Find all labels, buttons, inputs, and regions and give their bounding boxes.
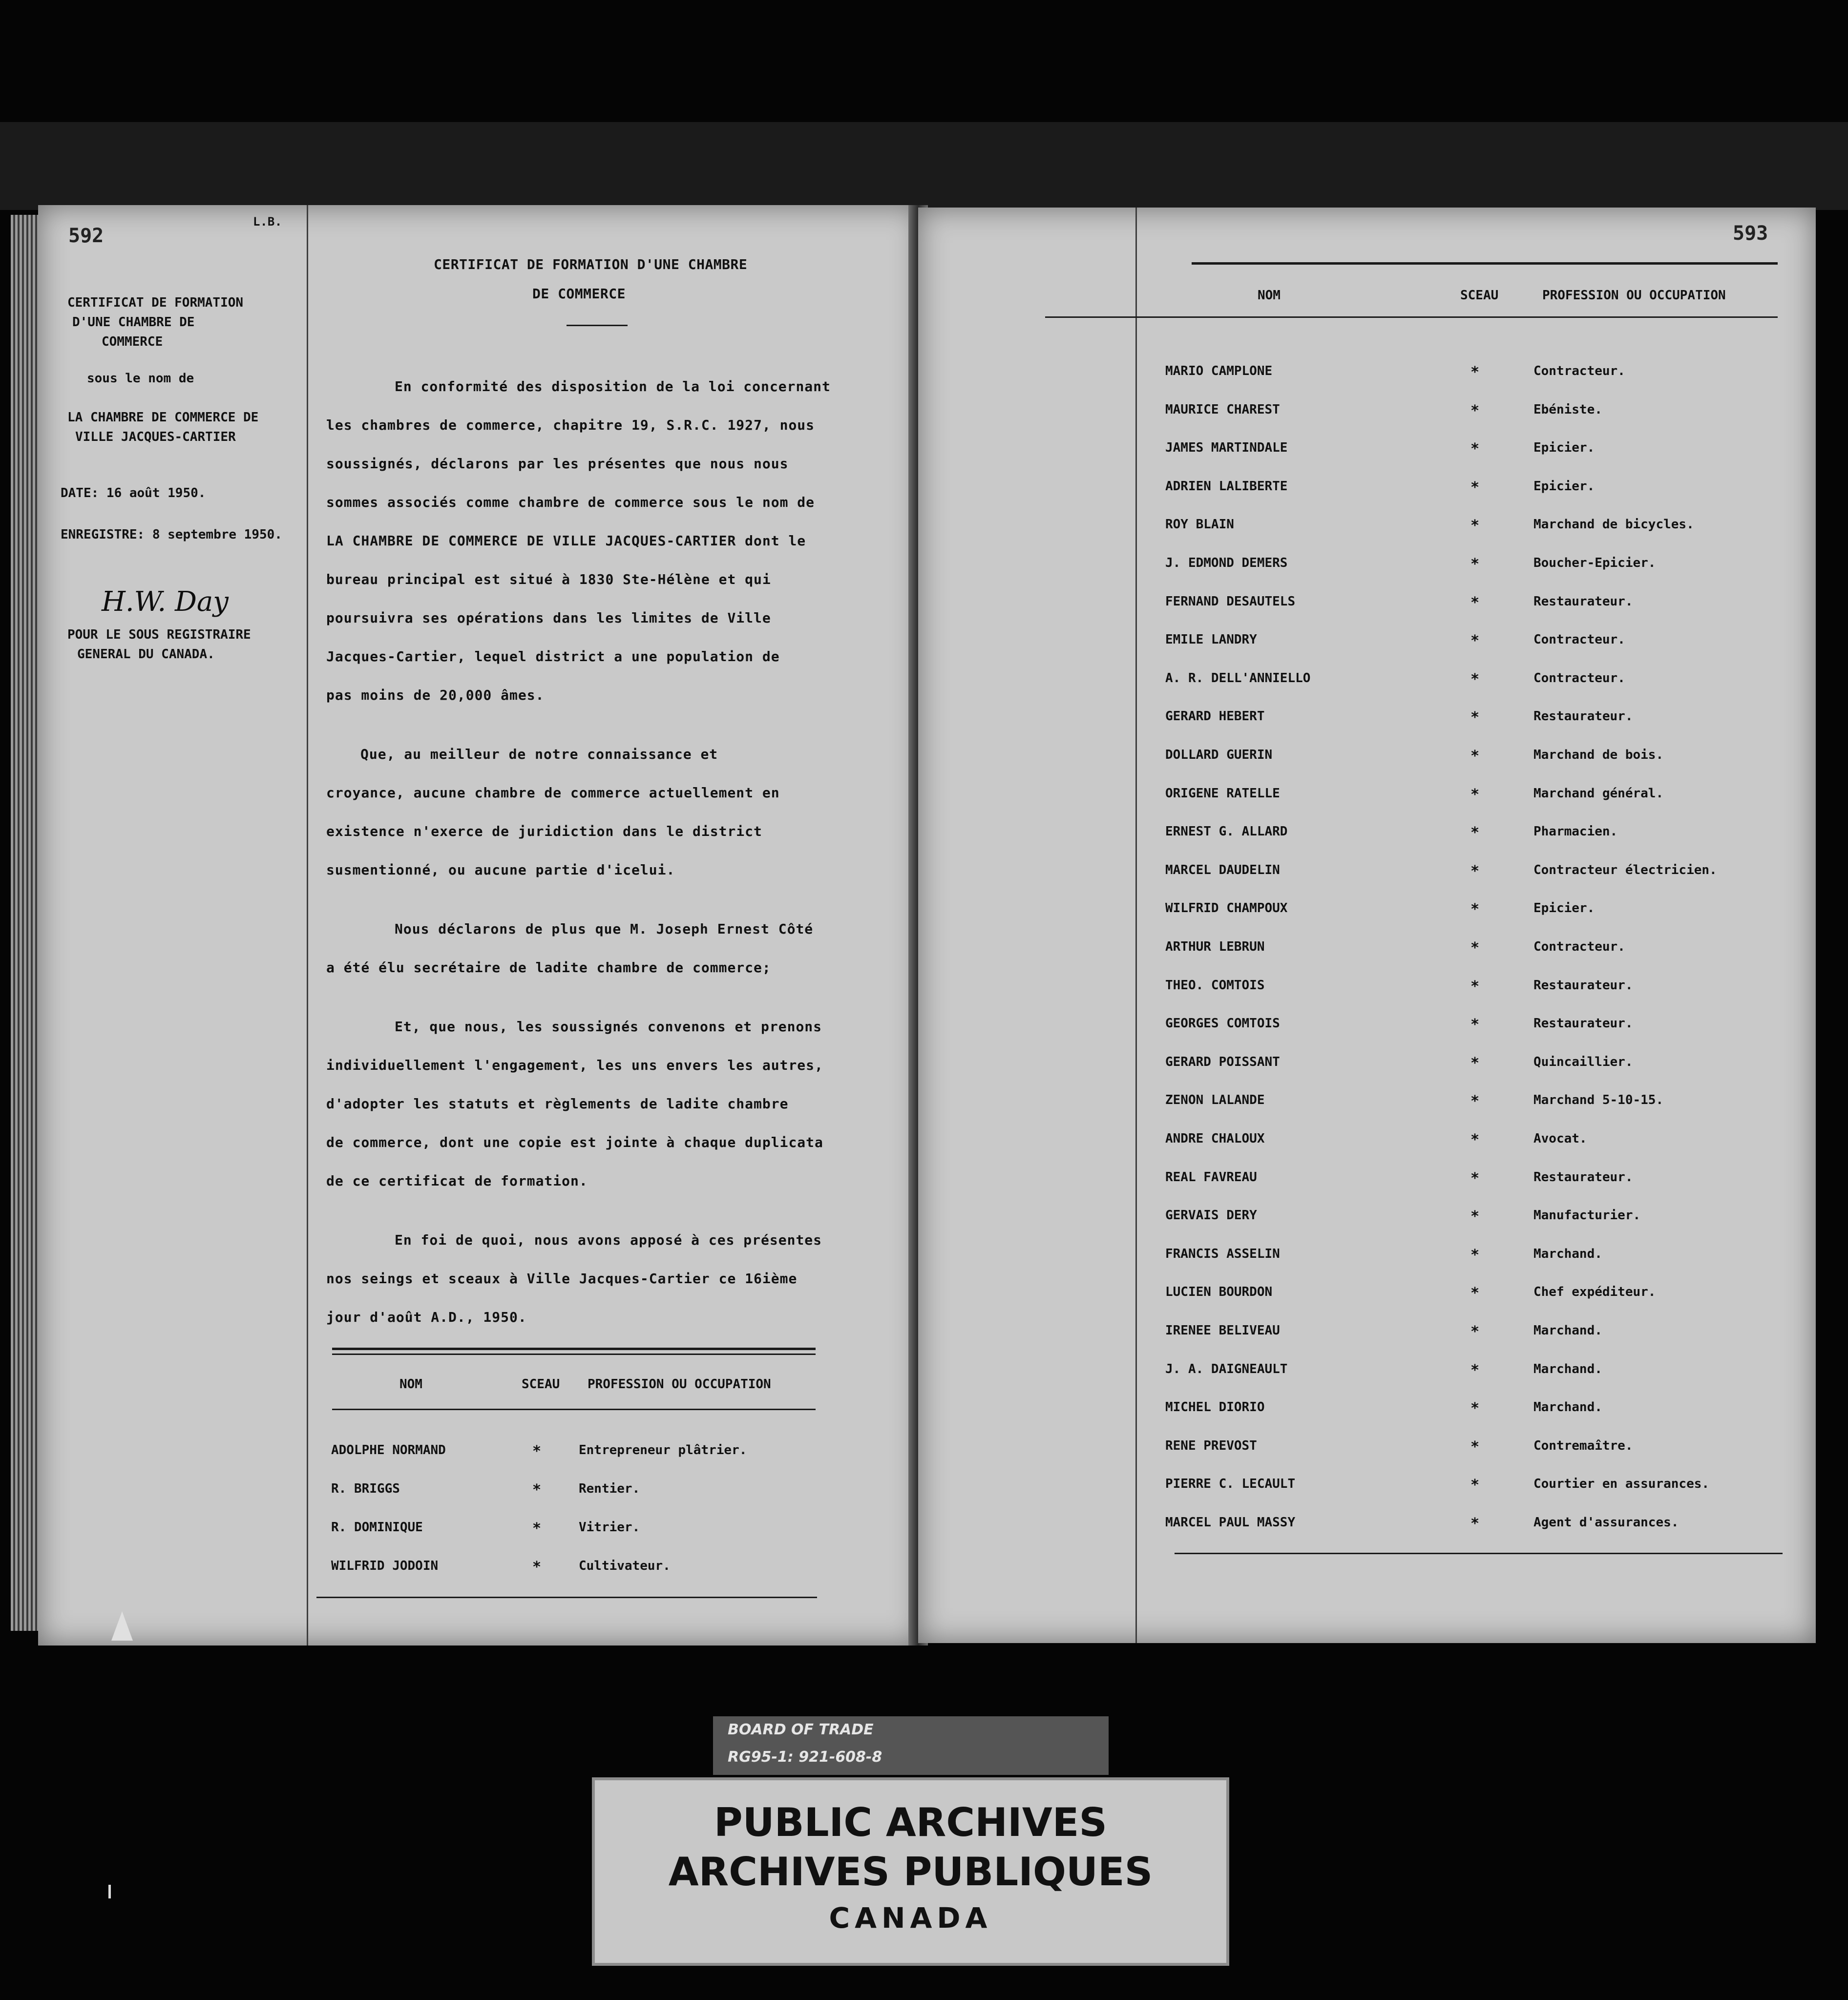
seal-mark: * xyxy=(532,1443,542,1460)
signatory-occupation: Ebéniste. xyxy=(1533,402,1602,417)
margin-title-line: COMMERCE xyxy=(102,334,163,349)
signatory-name: RENE PREVOST xyxy=(1165,1438,1257,1453)
right-page xyxy=(918,208,1816,1643)
signatory-name: GERARD HEBERT xyxy=(1165,709,1265,724)
table-row xyxy=(918,440,1816,470)
seal-mark: * xyxy=(532,1520,542,1537)
seal-mark: * xyxy=(1470,594,1480,611)
signatory-name: LUCIEN BOURDON xyxy=(1165,1285,1273,1300)
signatory-name: WILFRID JODOIN xyxy=(331,1559,439,1573)
certificate-body-line: les chambres de commerce, chapitre 19, S.R.C. 1927, nous xyxy=(326,417,815,433)
certificate-body-line: a été élu secrétaire de ladite chambre de commerce; xyxy=(326,959,771,976)
signatory-name: MARCEL PAUL MASSY xyxy=(1165,1515,1296,1530)
margin-title-line: CERTIFICAT DE FORMATION xyxy=(67,295,244,310)
table-row xyxy=(918,479,1816,508)
corner-mark: L.B. xyxy=(253,215,282,229)
table-row xyxy=(38,1443,921,1472)
table-row xyxy=(918,939,1816,969)
margin-enregistre: ENREGISTRE: 8 septembre 1950. xyxy=(61,527,282,542)
margin-pour xyxy=(67,625,321,664)
seal-mark: * xyxy=(1470,632,1480,650)
signatory-name: EMILE LANDRY xyxy=(1165,632,1257,647)
certificate-body-line: En foi de quoi, nous avons apposé à ces présentes xyxy=(395,1232,822,1248)
signatory-name: WILFRID CHAMPOUX xyxy=(1165,901,1288,916)
signatory-name: GERARD POISSANT xyxy=(1165,1054,1280,1069)
seal-mark: * xyxy=(1470,1477,1480,1494)
signatory-occupation: Marchand général. xyxy=(1533,786,1664,801)
seal-mark: * xyxy=(1470,1131,1480,1148)
signatory-name: MARCEL DAUDELIN xyxy=(1165,862,1280,877)
margin-chamber-name xyxy=(67,408,321,447)
signatory-occupation: Marchand de bois. xyxy=(1533,748,1664,762)
signatory-name: PIERRE C. LECAULT xyxy=(1165,1477,1296,1492)
edge-mark xyxy=(108,1885,111,1898)
table-row xyxy=(918,786,1816,815)
table-row xyxy=(918,1477,1816,1506)
col-head-seal: SCEAU xyxy=(1460,288,1499,303)
seal-mark: * xyxy=(1470,1285,1480,1302)
signatory-name: MARIO CAMPLONE xyxy=(1165,364,1273,378)
certificate-body-line: Jacques-Cartier, lequel district a une population de xyxy=(326,648,780,665)
col-head-seal: SCEAU xyxy=(522,1377,560,1392)
seal-mark: * xyxy=(1470,517,1480,535)
seal-mark: * xyxy=(1470,1016,1480,1034)
scan-background-band xyxy=(0,122,1848,210)
table-row xyxy=(918,1170,1816,1199)
signatory-occupation: Contracteur. xyxy=(1533,632,1625,647)
seal-mark: * xyxy=(1470,748,1480,765)
seal-mark: * xyxy=(532,1559,542,1576)
certificate-body-line: d'adopter les statuts et règlements de ladite chambre xyxy=(326,1096,789,1112)
seal-mark: * xyxy=(1470,709,1480,727)
table-row xyxy=(918,556,1816,585)
stamp-line-2: ARCHIVES PUBLIQUES xyxy=(668,1849,1153,1895)
table-row xyxy=(918,1515,1816,1544)
signatory-name: MICHEL DIORIO xyxy=(1165,1400,1265,1415)
seal-mark: * xyxy=(1470,1323,1480,1340)
signatory-occupation: Marchand. xyxy=(1533,1400,1602,1415)
table-header-rule xyxy=(1045,316,1778,318)
seal-mark: * xyxy=(1470,901,1480,918)
table-row xyxy=(918,1131,1816,1161)
signatory-name: R. BRIGGS xyxy=(331,1481,400,1496)
signatory-occupation: Avocat. xyxy=(1533,1131,1587,1146)
seal-mark: * xyxy=(1470,978,1480,995)
table-row xyxy=(38,1481,921,1511)
signatory-name: J. EDMOND DEMERS xyxy=(1165,556,1288,570)
seal-mark: * xyxy=(1470,1400,1480,1417)
signatory-occupation: Contracteur. xyxy=(1533,364,1625,378)
signatory-occupation: Rentier. xyxy=(579,1481,640,1496)
table-row xyxy=(918,1400,1816,1429)
right-page-number: 593 xyxy=(1733,222,1768,245)
certificate-body-line: de commerce, dont une copie est jointe à chaque duplicata xyxy=(326,1134,823,1150)
signatory-occupation: Restaurateur. xyxy=(1533,594,1633,609)
certificate-body-line: pas moins de 20,000 âmes. xyxy=(326,687,545,703)
left-page xyxy=(38,205,921,1646)
table-row xyxy=(918,1323,1816,1353)
table-row xyxy=(918,709,1816,738)
table-row xyxy=(918,632,1816,662)
page-notch xyxy=(111,1611,133,1641)
seal-mark: * xyxy=(1470,479,1480,496)
margin-title-line: D'UNE CHAMBRE DE xyxy=(72,315,195,330)
archives-stamp xyxy=(592,1777,1229,1966)
certificate-body-line: nos seings et sceaux à Ville Jacques-Cartier ce 16ième xyxy=(326,1271,798,1287)
seal-mark: * xyxy=(1470,1515,1480,1532)
signatory-name: JAMES MARTINDALE xyxy=(1165,440,1288,456)
margin-name-line: LA CHAMBRE DE COMMERCE DE xyxy=(67,410,259,425)
certificate-body-line: existence n'exerce de juridiction dans le district xyxy=(326,823,762,839)
signatory-occupation: Chef expéditeur. xyxy=(1533,1285,1656,1300)
registrar-signature: H.W. Day xyxy=(102,586,229,618)
table-row xyxy=(38,1520,921,1549)
table-row xyxy=(918,1247,1816,1276)
signatory-occupation: Pharmacien. xyxy=(1533,824,1618,839)
signatory-occupation: Epicier. xyxy=(1533,479,1595,494)
signatory-name: ORIGENE RATELLE xyxy=(1165,786,1280,801)
certificate-body-line: jour d'août A.D., 1950. xyxy=(326,1309,527,1325)
signatory-occupation: Contracteur électricien. xyxy=(1533,862,1717,877)
certificate-body-line: Nous déclarons de plus que M. Joseph Ernest Côté xyxy=(395,921,814,937)
certificate-body-line: poursuivra ses opérations dans les limites de Ville xyxy=(326,610,771,626)
table-row xyxy=(918,1208,1816,1237)
table-row xyxy=(918,1285,1816,1314)
signatory-occupation: Contracteur. xyxy=(1533,670,1625,686)
seal-mark: * xyxy=(1470,1169,1480,1187)
table-row xyxy=(918,517,1816,546)
certificate-body-line: Et, que nous, les soussignés convenons et prenons xyxy=(395,1019,822,1035)
certificate-body-line: LA CHAMBRE DE COMMERCE DE VILLE JACQUES-CARTIER dont le xyxy=(326,533,806,549)
table-top-rule xyxy=(1192,262,1778,265)
signatory-name: GERVAIS DERY xyxy=(1165,1208,1257,1223)
col-head-name: NOM xyxy=(1258,288,1281,303)
signatory-occupation: Marchand. xyxy=(1533,1361,1602,1376)
seal-mark: * xyxy=(1470,1093,1480,1110)
seal-mark: * xyxy=(1470,786,1480,803)
signatory-name: ADOLPHE NORMAND xyxy=(331,1443,446,1458)
signatory-occupation: Agent d'assurances. xyxy=(1533,1515,1679,1530)
margin-date: DATE: 16 août 1950. xyxy=(61,486,206,500)
table-row xyxy=(918,594,1816,624)
signatory-occupation: Epicier. xyxy=(1533,901,1595,916)
signatory-occupation: Courtier en assurances. xyxy=(1533,1477,1710,1492)
seal-mark: * xyxy=(1470,1208,1480,1226)
table-row xyxy=(918,824,1816,854)
signatory-name: FRANCIS ASSELIN xyxy=(1165,1246,1280,1261)
seal-mark: * xyxy=(1470,670,1480,688)
table-bottom-rule xyxy=(316,1597,817,1598)
signatory-occupation: Manufacturier. xyxy=(1533,1208,1641,1223)
signatory-occupation: Marchand. xyxy=(1533,1246,1602,1261)
table-bottom-rule xyxy=(1175,1553,1783,1554)
signatory-occupation: Contracteur. xyxy=(1533,939,1625,954)
signatory-name: J. A. DAIGNEAULT xyxy=(1165,1361,1288,1376)
signatory-name: ROY BLAIN xyxy=(1165,517,1234,532)
certificate-body-line: bureau principal est situé à 1830 Ste-Hélène et qui xyxy=(326,571,771,587)
signatory-occupation: Boucher-Epicier. xyxy=(1533,556,1656,570)
table-row xyxy=(918,863,1816,892)
archive-label-line: RG95-1: 921-608-8 xyxy=(728,1749,882,1766)
certificate-body-line: En conformité des disposition de la loi concernant xyxy=(395,378,831,395)
signatory-name: GEORGES COMTOIS xyxy=(1165,1016,1280,1031)
signatory-occupation: Quincaillier. xyxy=(1533,1054,1633,1069)
table-top-rule xyxy=(332,1348,816,1350)
table-row xyxy=(918,1362,1816,1391)
table-row xyxy=(918,1016,1816,1045)
seal-mark: * xyxy=(1470,1361,1480,1379)
certificate-body-line: croyance, aucune chambre de commerce actuellement en xyxy=(326,785,780,801)
table-row xyxy=(918,748,1816,777)
left-page-number: 592 xyxy=(68,225,104,247)
margin-pour-line: GENERAL DU CANADA. xyxy=(77,647,215,662)
table-row xyxy=(918,402,1816,432)
table-row xyxy=(918,364,1816,393)
archive-label-line: BOARD OF TRADE xyxy=(728,1721,874,1738)
table-row xyxy=(918,1055,1816,1084)
margin-sous-le-nom: sous le nom de xyxy=(87,371,194,386)
seal-mark: * xyxy=(1470,440,1480,458)
seal-mark: * xyxy=(1470,402,1480,419)
book-page-edges xyxy=(11,215,40,1631)
col-head-occupation: PROFESSION OU OCCUPATION xyxy=(588,1377,771,1392)
margin-pour-line: POUR LE SOUS REGISTRAIRE xyxy=(67,627,251,642)
table-row xyxy=(918,671,1816,700)
table-row xyxy=(918,1438,1816,1468)
margin-title xyxy=(67,293,321,352)
heading-underline xyxy=(567,325,628,326)
signatory-name: ARTHUR LEBRUN xyxy=(1165,939,1265,954)
signatory-occupation: Contremaître. xyxy=(1533,1438,1633,1453)
table-row xyxy=(918,901,1816,930)
col-head-name: NOM xyxy=(399,1377,422,1392)
table-row xyxy=(918,978,1816,1007)
seal-mark: * xyxy=(1470,824,1480,842)
certificate-heading: CERTIFICAT DE FORMATION D'UNE CHAMBRE xyxy=(434,256,748,272)
signatory-name: ERNEST G. ALLARD xyxy=(1165,824,1288,839)
stamp-line-1: PUBLIC ARCHIVES xyxy=(714,1800,1107,1845)
table-top-rule-2 xyxy=(332,1354,816,1355)
signatory-occupation: Vitrier. xyxy=(579,1520,640,1535)
stamp-line-3: CANADA xyxy=(829,1901,992,1935)
signatory-name: ZENON LALANDE xyxy=(1165,1093,1265,1108)
signatory-name: A. R. DELL'ANNIELLO xyxy=(1165,670,1311,686)
margin-name-line: VILLE JACQUES-CARTIER xyxy=(75,430,236,444)
seal-mark: * xyxy=(1470,364,1480,381)
seal-mark: * xyxy=(1470,1246,1480,1264)
signatory-occupation: Restaurateur. xyxy=(1533,1169,1633,1185)
table-row xyxy=(38,1559,921,1588)
certificate-body-line: sommes associés comme chambre de commerce sous le nom de xyxy=(326,494,815,510)
signatory-occupation: Marchand de bicycles. xyxy=(1533,517,1694,532)
table-header-rule xyxy=(332,1409,816,1410)
certificate-body-line: individuellement l'engagement, les uns envers les autres, xyxy=(326,1057,823,1073)
signatory-occupation: Restaurateur. xyxy=(1533,1016,1633,1031)
certificate-body-line: susmentionné, ou aucune partie d'icelui. xyxy=(326,862,675,878)
signatory-name: DOLLARD GUERIN xyxy=(1165,748,1273,762)
signatory-occupation: Marchand 5-10-15. xyxy=(1533,1093,1664,1108)
seal-mark: * xyxy=(1470,862,1480,880)
signatory-occupation: Restaurateur. xyxy=(1533,709,1633,724)
signatory-occupation: Epicier. xyxy=(1533,440,1595,456)
signatory-name: FERNAND DESAUTELS xyxy=(1165,594,1296,609)
signatory-occupation: Cultivateur. xyxy=(579,1559,671,1573)
signatory-name: THEO. COMTOIS xyxy=(1165,978,1265,993)
seal-mark: * xyxy=(1470,556,1480,573)
signatory-name: ADRIEN LALIBERTE xyxy=(1165,479,1288,494)
signatory-name: MAURICE CHAREST xyxy=(1165,402,1280,417)
col-head-occupation: PROFESSION OU OCCUPATION xyxy=(1542,288,1726,303)
archive-reference-strip xyxy=(713,1716,1109,1775)
seal-mark: * xyxy=(1470,1438,1480,1456)
table-row xyxy=(918,1093,1816,1122)
certificate-body-line: Que, au meilleur de notre connaissance et xyxy=(360,746,718,762)
seal-mark: * xyxy=(1470,1054,1480,1072)
signatory-occupation: Restaurateur. xyxy=(1533,978,1633,993)
seal-mark: * xyxy=(1470,939,1480,957)
signatory-name: REAL FAVREAU xyxy=(1165,1169,1257,1185)
signatory-name: IRENEE BELIVEAU xyxy=(1165,1323,1280,1338)
signatory-occupation: Marchand. xyxy=(1533,1323,1602,1338)
certificate-body-line: soussignés, déclarons par les présentes que nous nous xyxy=(326,456,789,472)
certificate-body-line: de ce certificat de formation. xyxy=(326,1173,588,1189)
signatory-name: ANDRE CHALOUX xyxy=(1165,1131,1265,1146)
signatory-name: R. DOMINIQUE xyxy=(331,1520,423,1535)
signatory-occupation: Entrepreneur plâtrier. xyxy=(579,1443,747,1458)
certificate-heading-2: DE COMMERCE xyxy=(532,286,626,302)
seal-mark: * xyxy=(532,1481,542,1499)
